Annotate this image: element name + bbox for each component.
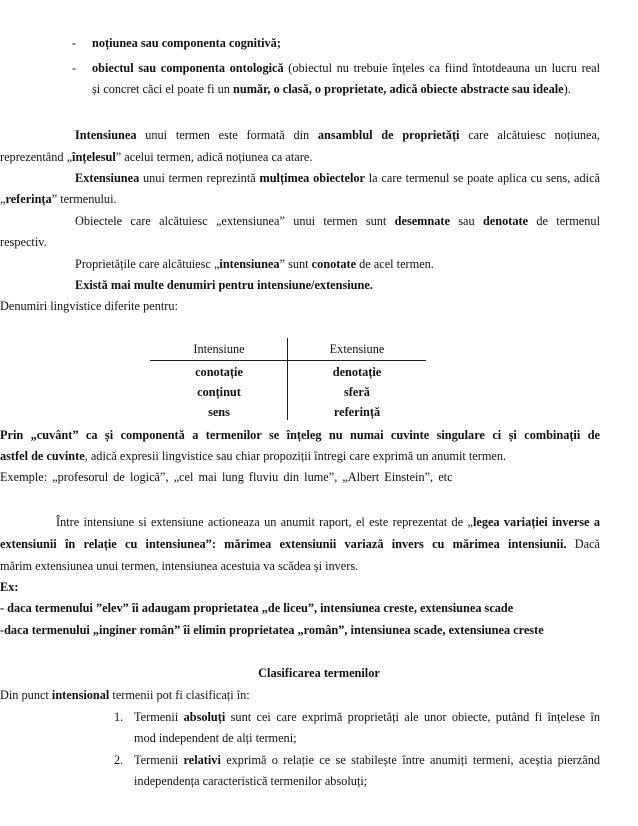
list-number: 2. [114, 753, 124, 767]
paragraph-cuvant: Prin „cuvânt” ca și componentă a termenilor se înțeleg nu numai cuvinte singulare ci și combinații de [0, 428, 600, 442]
example-line: -daca termenului „inginer român” îi elimin proprietatea „român”, intensiunea scade, extensiunea creste [0, 623, 544, 637]
paragraph-extensiune: Extensiunea unui termen reprezintă mulțimea obiectelor la care termenul se poate aplica cu sens, adică [75, 171, 600, 185]
examples-label: Ex: [0, 580, 19, 594]
list-item: Termenii absoluți sunt cei care exprimă proprietăți ale unor obiecte, putând fi înțelese în [134, 710, 600, 724]
paragraph-cuvant-cont: astfel de cuvinte, adică expresii lingvistice sau chiar propoziții întregi care exprimă un anumit termen. [0, 449, 507, 463]
list-number: 1. [114, 710, 124, 724]
classification-intro: Din punct intensional termenii pot fi clasificați în: [0, 688, 250, 702]
paragraph-obiectele: Obiectele care alcătuiesc „extensiunea” unui termen sunt desemnate sau denotate de termenul [75, 214, 600, 228]
table-header-extensiune: Extensiune [329, 342, 385, 356]
example-line: - daca termenului ”elev” îi adaugam proprietatea „de liceu”, intensiunea creste, extensiunea scade [0, 601, 514, 615]
paragraph-denumiri: Denumiri lingvistice diferite pentru: [0, 299, 178, 313]
bullet-dash: - [72, 36, 77, 50]
table-header-intensiune: Intensiune [193, 342, 245, 356]
paragraph-exemple: Exemple: „profesorul de logică”, „cel mai lung fluviu din lume”, „Albert Einstein”, etc [0, 470, 453, 484]
paragraph-raport: Între intensiune si extensiune actioneaza un anumit raport, el este reprezentat de „legea variației inverse a [56, 515, 600, 529]
table-cell: conținut [197, 385, 241, 399]
bullet-text-cont: și concret căci el poate fi un număr, o clasă, o proprietate, adică obiecte abstracte sau ideale). [92, 82, 571, 96]
list-item: Termenii relativi exprimă o relație ce se stabilește între anumiți termeni, aceștia pierzând [134, 753, 600, 767]
list-item-cont: mod independent de alți termeni; [134, 731, 297, 745]
list-item-cont: independența caracteristică termenilor absoluți; [134, 774, 368, 788]
table-cell: conotație [195, 365, 243, 379]
bullet-text: obiectul sau componenta ontologică (obiectul nu trebuie înțeles ca fiind întotdeauna un lucru real [92, 61, 600, 75]
section-title: Clasificarea termenilor [258, 666, 380, 680]
table-cell: referință [333, 405, 381, 419]
table-header-rule [150, 360, 426, 361]
paragraph-raport-cont: extensiunii în relație cu intensiunea”: mărimea extensiunii variază invers cu mărimea intensiunii. Dacă [0, 537, 600, 551]
bullet-text: noțiunea sau componenta cognitivă; [92, 36, 281, 50]
table-cell: sens [208, 405, 230, 419]
paragraph-intensiune: Intensiunea unui termen este formată din ansamblul de proprietăți care alcătuiesc noțiunea, [75, 128, 600, 142]
bullet-dash: - [72, 61, 77, 75]
paragraph-proprietatile: Proprietățile care alcătuiesc „intensiunea” sunt conotate de acel termen. [75, 257, 434, 271]
table-cell: denotație [332, 365, 382, 379]
paragraph-intensiune-cont: reprezentând „înțelesul” acelui termen, adică noțiunea ca atare. [0, 150, 313, 164]
paragraph-extensiune-cont: „referința” termenului. [0, 192, 117, 206]
paragraph-raport-cont2: mărim extensiunea unui termen, intensiunea acestuia va scădea și invers. [0, 559, 359, 573]
paragraph-denumiri-heading: Există mai multe denumiri pentru intensiune/extensiune. [75, 278, 373, 292]
paragraph-obiectele-cont: respectiv. [0, 235, 47, 249]
table-cell: sferă [344, 385, 370, 399]
